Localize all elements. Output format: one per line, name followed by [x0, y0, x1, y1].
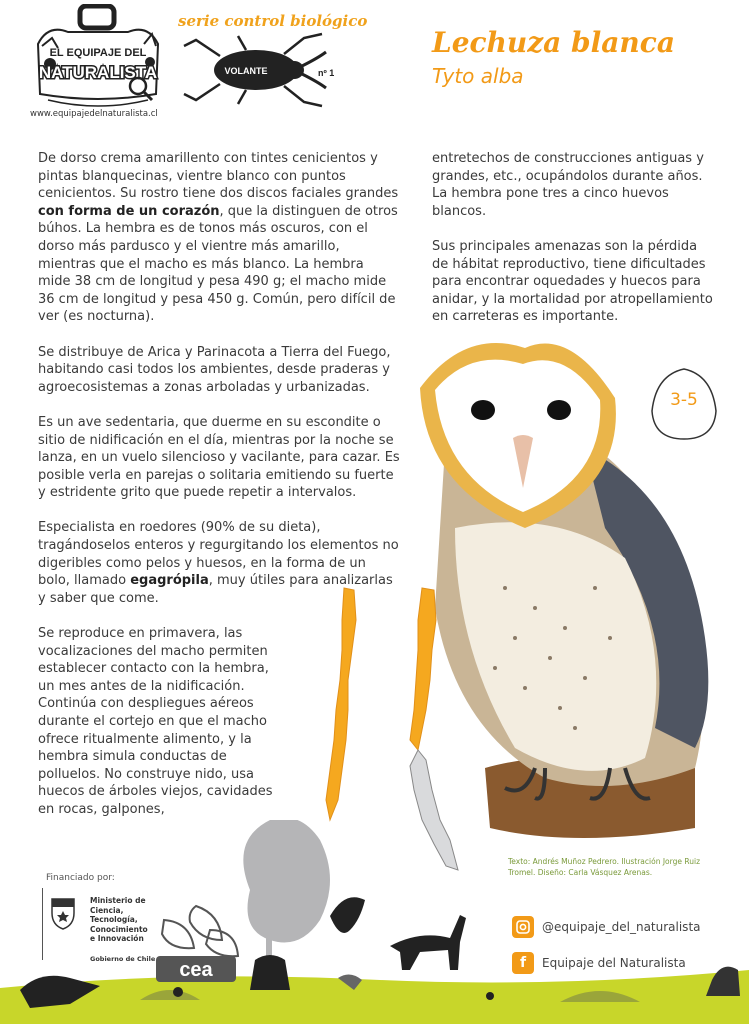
beetle-badge-icon	[176, 32, 336, 108]
scientific-name: Tyto alba	[432, 64, 524, 88]
credits: Texto: Andrés Muñoz Pedrero. Ilustración Jorge Ruiz Tromel. Diseño: Carla Vásquez Arenas.	[508, 857, 701, 877]
badge-label: VOLANTE	[224, 66, 268, 76]
funder-label: Financiado por:	[46, 873, 115, 883]
right-column	[432, 150, 716, 344]
paragraph-behavior: Es un ave sedentaria, que duerme en su escondite o sitio de nidificación en el día, mientras por la noche se lanza, en un vuelo silencioso y vacilante, para cazar. Es posible verla en parejas o solitaria emitiendo su fuerte y estridente grito que puede repetir a intervalos.	[38, 414, 400, 501]
instagram-handle: @equipaje_del_naturalista	[542, 920, 701, 934]
clutch-size-label: 3-5	[670, 390, 698, 410]
paragraph-threats: Sus principales amenazas son la pérdida de hábitat reproductivo, tiene dificultades para encontrar oquedades y huecos para anidar, y la mortalidad por atropellamiento en carreteras es importante.	[432, 238, 713, 325]
facebook-link[interactable]	[512, 952, 701, 974]
facebook-icon: f	[512, 952, 534, 974]
equipaje-naturalista-logo	[28, 4, 168, 122]
paragraph-distribution: Se distribuye de Arica y Parinacota a Tierra del Fuego, habitando casi todos los ambientes, desde praderas y agroecosistemas a zonas arboladas y urbanizadas.	[38, 344, 391, 395]
facebook-name: Equipaje del Naturalista	[542, 956, 686, 970]
social-links	[512, 916, 701, 988]
gobierno-label: Gobierno de Chile	[90, 955, 156, 963]
instagram-link[interactable]	[512, 916, 701, 938]
page-title: Lechuza blanca	[432, 26, 675, 59]
website-url[interactable]: www.equipajedelnaturalista.cl	[30, 109, 158, 119]
paragraph-nesting: entretechos de construcciones antiguas y grandes, etc., ocupándolos durante años. La hembra pone tres a cinco huevos blancos.	[432, 151, 704, 219]
cea-logo	[150, 900, 242, 988]
gobierno-chile-shield-icon	[48, 893, 78, 933]
paragraph-diet: Especialista en roedores (90% de su dieta), tragándoselos enteros y regurgitando los elementos no digeribles como pelos y huesos, en la forma de un bolo, llamado egagrópila, muy útiles para analizarlas y saber que come.	[38, 520, 399, 606]
paragraph-reproduction: Se reproduce en primavera, las vocalizaciones del macho permiten establecer contacto con la hembra, un mes antes de la nidificación. Continúa con despliegues aéreos durante el cortejo en que el macho ofrece ritualmente alimento, y la hembra simula conductas de polluelos. No construye nido, usa huecos de árboles viejos, cavidades en rocas, galpones,	[38, 626, 273, 817]
paragraph-description: De dorso crema amarillento con tintes cenicientos y pintas blanquecinas, vientre blanco con puntos cenicientos. Su rostro tiene dos discos faciales grandes con forma de un corazón, que la distinguen de otros búhos. La hembra es de tonos más oscuros, con el dorso más pardusco y el vientre más amarillo, mientras que el macho es más blanco. La hembra mide 38 cm de longitud y pesa 490 g; el macho mide 36 cm de longitud y pesa 450 g. Común, pero difícil de ver (es nocturna).	[38, 151, 399, 325]
logo-line1: EL EQUIPAJE DEL	[49, 47, 147, 59]
badge-number: nº 1	[318, 68, 335, 78]
ministry-name: Ministerio de Ciencia, Tecnología, Conocimiento e Innovación	[90, 896, 148, 943]
cea-logo-text: cea	[179, 959, 213, 981]
logo-line2: NATURALISTA	[38, 63, 158, 82]
series-title: serie control biológico	[178, 12, 368, 30]
instagram-icon	[512, 916, 534, 938]
